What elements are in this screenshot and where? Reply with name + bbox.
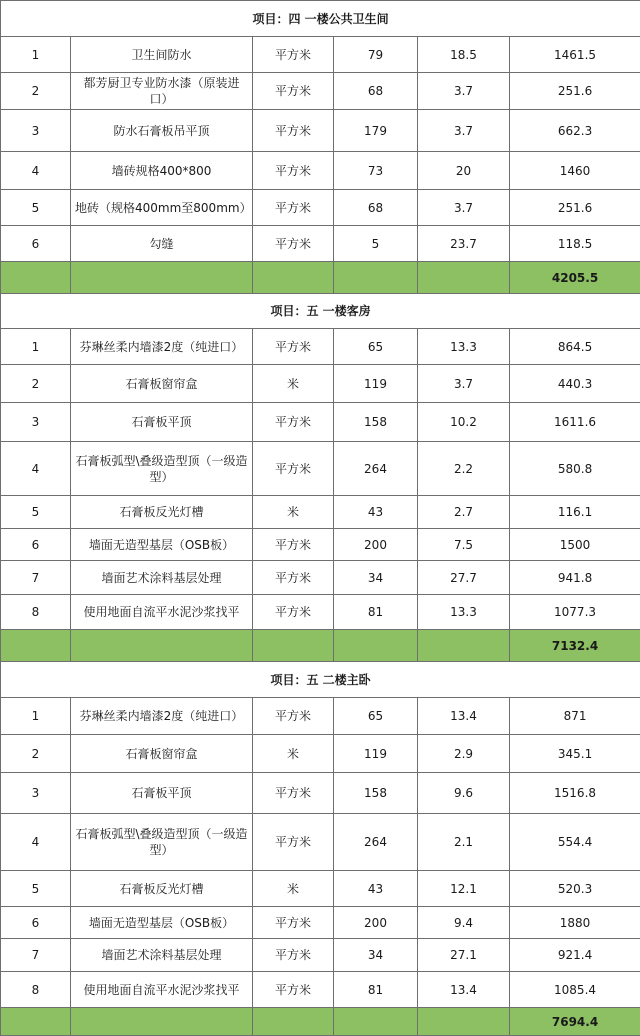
item-quantity: 73: [334, 152, 418, 190]
table-row: [1, 735, 640, 773]
item-quantity: 43: [334, 496, 418, 529]
table-row: [1, 939, 640, 972]
item-amount: 1461.5: [510, 37, 640, 73]
row-number: 8: [1, 972, 71, 1008]
row-number: 1: [1, 37, 71, 73]
item-quantity: 158: [334, 403, 418, 442]
item-name: 使用地面自流平水泥沙浆找平: [71, 595, 253, 630]
item-unit: 平方米: [253, 110, 334, 152]
item-name: 石膏板弧型\叠级造型顶（一级造型）: [71, 814, 253, 871]
item-price: 27.7: [418, 561, 510, 595]
item-quantity: 158: [334, 773, 418, 814]
table-row: [1, 110, 640, 152]
item-price: 9.6: [418, 773, 510, 814]
table-row: [1, 561, 640, 595]
table-row: [1, 37, 640, 73]
table-row: [1, 442, 640, 496]
subtotal-row: [1, 1008, 640, 1036]
row-number: 2: [1, 365, 71, 403]
item-amount: 662.3: [510, 110, 640, 152]
section-title-row: [1, 662, 640, 698]
row-number: 8: [1, 595, 71, 630]
item-quantity: 65: [334, 698, 418, 735]
item-unit: 平方米: [253, 190, 334, 226]
item-name: 芬琳丝柔内墙漆2度（纯进口）: [71, 698, 253, 735]
item-price: 7.5: [418, 529, 510, 561]
item-name: 地砖（规格400mm至800mm）: [71, 190, 253, 226]
item-name: 墙面艺术涂料基层处理: [71, 939, 253, 972]
item-price: 3.7: [418, 73, 510, 110]
item-name: 勾缝: [71, 226, 253, 262]
item-unit: 平方米: [253, 939, 334, 972]
item-price: 27.1: [418, 939, 510, 972]
item-quantity: 68: [334, 190, 418, 226]
table-row: [1, 226, 640, 262]
item-amount: 580.8: [510, 442, 640, 496]
section-title: 项目：五 二楼主卧: [1, 662, 640, 698]
item-price: 23.7: [418, 226, 510, 262]
row-number: 6: [1, 529, 71, 561]
item-price: 20: [418, 152, 510, 190]
item-unit: 平方米: [253, 814, 334, 871]
item-quantity: 264: [334, 814, 418, 871]
item-unit: 平方米: [253, 73, 334, 110]
item-amount: 1516.8: [510, 773, 640, 814]
subtotal-row: [1, 630, 640, 662]
item-quantity: 68: [334, 73, 418, 110]
item-amount: 251.6: [510, 190, 640, 226]
row-number: 3: [1, 773, 71, 814]
item-name: 都芳厨卫专业防水漆（原装进口）: [71, 73, 253, 110]
item-name: 石膏板反光灯槽: [71, 871, 253, 907]
row-number: 2: [1, 73, 71, 110]
item-unit: 平方米: [253, 698, 334, 735]
item-name: 石膏板弧型\叠级造型顶（一级造型）: [71, 442, 253, 496]
item-price: 2.9: [418, 735, 510, 773]
item-unit: 米: [253, 365, 334, 403]
item-unit: 平方米: [253, 37, 334, 73]
item-unit: 平方米: [253, 561, 334, 595]
item-unit: 平方米: [253, 773, 334, 814]
section-title-row: [1, 1, 640, 37]
item-name: 墙面艺术涂料基层处理: [71, 561, 253, 595]
item-amount: 921.4: [510, 939, 640, 972]
row-number: 5: [1, 496, 71, 529]
item-amount: 345.1: [510, 735, 640, 773]
section-title: 项目：四 一楼公共卫生间: [1, 1, 640, 37]
item-quantity: 43: [334, 871, 418, 907]
item-quantity: 119: [334, 365, 418, 403]
item-name: 墙砖规格400*800: [71, 152, 253, 190]
item-quantity: 79: [334, 37, 418, 73]
item-name: 石膏板窗帘盒: [71, 735, 253, 773]
table-row: [1, 403, 640, 442]
table-row: [1, 329, 640, 365]
item-unit: 米: [253, 496, 334, 529]
row-number: 4: [1, 152, 71, 190]
item-amount: 1077.3: [510, 595, 640, 630]
table-row: [1, 190, 640, 226]
row-number: 1: [1, 698, 71, 735]
item-name: 使用地面自流平水泥沙浆找平: [71, 972, 253, 1008]
item-amount: 941.8: [510, 561, 640, 595]
item-price: 12.1: [418, 871, 510, 907]
table-row: [1, 773, 640, 814]
item-quantity: 119: [334, 735, 418, 773]
table-row: [1, 73, 640, 110]
item-price: 2.1: [418, 814, 510, 871]
item-unit: 平方米: [253, 907, 334, 939]
item-amount: 1085.4: [510, 972, 640, 1008]
item-unit: 平方米: [253, 442, 334, 496]
table-row: [1, 698, 640, 735]
item-unit: 平方米: [253, 226, 334, 262]
row-number: 6: [1, 907, 71, 939]
item-name: 石膏板窗帘盒: [71, 365, 253, 403]
item-price: 9.4: [418, 907, 510, 939]
item-amount: 440.3: [510, 365, 640, 403]
row-number: 3: [1, 110, 71, 152]
item-price: 13.3: [418, 329, 510, 365]
table-row: [1, 871, 640, 907]
row-number: 2: [1, 735, 71, 773]
item-amount: 1880: [510, 907, 640, 939]
item-quantity: 200: [334, 907, 418, 939]
section-title: 项目：五 一楼客房: [1, 294, 640, 329]
item-quantity: 34: [334, 561, 418, 595]
item-price: 3.7: [418, 365, 510, 403]
item-price: 13.3: [418, 595, 510, 630]
section-title-row: [1, 294, 640, 329]
item-unit: 平方米: [253, 595, 334, 630]
item-price: 13.4: [418, 972, 510, 1008]
table-row: [1, 496, 640, 529]
item-unit: 平方米: [253, 329, 334, 365]
item-quantity: 179: [334, 110, 418, 152]
item-unit: 米: [253, 871, 334, 907]
row-number: 6: [1, 226, 71, 262]
item-price: 13.4: [418, 698, 510, 735]
item-name: 石膏板平顶: [71, 403, 253, 442]
table-row: [1, 595, 640, 630]
item-unit: 平方米: [253, 972, 334, 1008]
item-quantity: 65: [334, 329, 418, 365]
item-name: 墙面无造型基层（OSB板）: [71, 529, 253, 561]
item-amount: 864.5: [510, 329, 640, 365]
item-amount: 1460: [510, 152, 640, 190]
item-quantity: 34: [334, 939, 418, 972]
item-name: 石膏板平顶: [71, 773, 253, 814]
item-amount: 118.5: [510, 226, 640, 262]
item-amount: 116.1: [510, 496, 640, 529]
item-amount: 554.4: [510, 814, 640, 871]
item-amount: 520.3: [510, 871, 640, 907]
item-price: 3.7: [418, 110, 510, 152]
item-price: 10.2: [418, 403, 510, 442]
item-unit: 平方米: [253, 152, 334, 190]
row-number: 4: [1, 442, 71, 496]
item-unit: 平方米: [253, 529, 334, 561]
item-unit: 平方米: [253, 403, 334, 442]
item-amount: 251.6: [510, 73, 640, 110]
subtotal-value: 7694.4: [510, 1008, 640, 1036]
table-row: [1, 907, 640, 939]
item-unit: 米: [253, 735, 334, 773]
item-price: 18.5: [418, 37, 510, 73]
item-quantity: 81: [334, 972, 418, 1008]
table-row: [1, 814, 640, 871]
row-number: 5: [1, 871, 71, 907]
item-amount: 1611.6: [510, 403, 640, 442]
item-price: 2.2: [418, 442, 510, 496]
item-name: 防水石膏板吊平顶: [71, 110, 253, 152]
row-number: 7: [1, 561, 71, 595]
row-number: 4: [1, 814, 71, 871]
item-amount: 871: [510, 698, 640, 735]
table-row: [1, 152, 640, 190]
item-quantity: 264: [334, 442, 418, 496]
item-name: 卫生间防水: [71, 37, 253, 73]
item-name: 芬琳丝柔内墙漆2度（纯进口）: [71, 329, 253, 365]
item-quantity: 81: [334, 595, 418, 630]
row-number: 1: [1, 329, 71, 365]
item-name: 石膏板反光灯槽: [71, 496, 253, 529]
item-quantity: 200: [334, 529, 418, 561]
item-amount: 1500: [510, 529, 640, 561]
subtotal-value: 4205.5: [510, 262, 640, 294]
table-row: [1, 972, 640, 1008]
item-quantity: 5: [334, 226, 418, 262]
row-number: 3: [1, 403, 71, 442]
table-row: [1, 365, 640, 403]
item-price: 2.7: [418, 496, 510, 529]
item-price: 3.7: [418, 190, 510, 226]
item-name: 墙面无造型基层（OSB板）: [71, 907, 253, 939]
row-number: 5: [1, 190, 71, 226]
table-row: [1, 529, 640, 561]
subtotal-value: 7132.4: [510, 630, 640, 662]
subtotal-row: [1, 262, 640, 294]
row-number: 7: [1, 939, 71, 972]
